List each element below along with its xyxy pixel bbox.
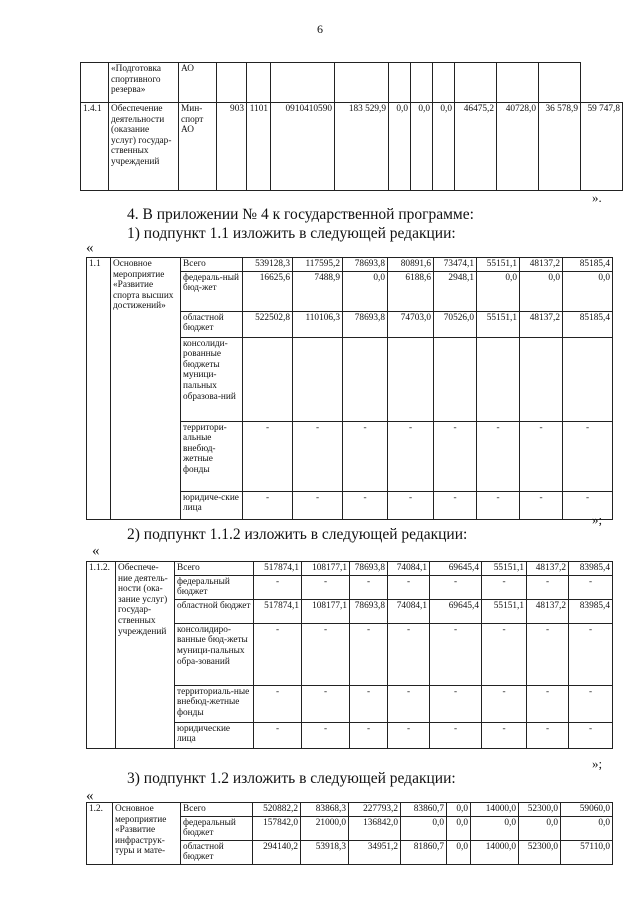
table-cell: - bbox=[388, 421, 434, 491]
table-cell bbox=[433, 63, 455, 103]
table-cell: - bbox=[482, 623, 527, 685]
table-cell: 0,0 bbox=[520, 271, 563, 311]
table-cell: Обеспече-ние деятель-ности (ока-зание услуг) государ-ственных учреждений bbox=[116, 562, 175, 749]
table-cell: 48137,2 bbox=[527, 599, 569, 623]
table-cell: - bbox=[293, 421, 343, 491]
table-cell: 903 bbox=[217, 103, 247, 191]
table-cell: 83860,7 bbox=[401, 803, 447, 817]
table-row bbox=[87, 803, 613, 817]
table-row bbox=[87, 258, 613, 272]
table-cell bbox=[389, 63, 411, 103]
table-cell: федеральный бюджет bbox=[181, 816, 253, 840]
table-cell: консолиди-рованные бюджеты муници-пальных образова-ний bbox=[181, 337, 243, 421]
table-cell: - bbox=[477, 421, 520, 491]
table-cell bbox=[247, 63, 271, 103]
table-cell: 1101 bbox=[247, 103, 271, 191]
table-cell bbox=[434, 337, 477, 421]
table-cell: - bbox=[434, 421, 477, 491]
table-cell bbox=[243, 337, 293, 421]
table-cell: 69645,4 bbox=[430, 599, 482, 623]
table-cell: 81860,7 bbox=[401, 840, 447, 864]
table-cell: - bbox=[388, 685, 430, 722]
table-cell bbox=[217, 63, 247, 103]
table-cell: 108177,1 bbox=[302, 599, 350, 623]
table-cell: 14000,0 bbox=[471, 840, 519, 864]
table-cell: 0,0 bbox=[471, 816, 519, 840]
table-cell: - bbox=[350, 575, 388, 599]
table-cell: 183 529,9 bbox=[335, 103, 389, 191]
table-cell bbox=[411, 63, 433, 103]
table-cell bbox=[271, 63, 335, 103]
table-cell: 73474,1 bbox=[434, 258, 477, 272]
table-cell: 0,0 bbox=[447, 803, 471, 817]
table-cell: - bbox=[243, 421, 293, 491]
table-cell bbox=[520, 337, 563, 421]
table-cell: 0,0 bbox=[563, 271, 613, 311]
table-cell bbox=[335, 63, 389, 103]
table-cell: 48137,2 bbox=[520, 311, 563, 337]
table-cell bbox=[477, 337, 520, 421]
table-cell: 21000,0 bbox=[301, 816, 349, 840]
table-cell: - bbox=[388, 722, 430, 748]
table-cell: 55151,1 bbox=[477, 311, 520, 337]
table-cell: - bbox=[350, 623, 388, 685]
table-cell: юридические лица bbox=[175, 722, 254, 748]
table-cell: - bbox=[302, 575, 350, 599]
table-cell: 539128,3 bbox=[243, 258, 293, 272]
table-cell: - bbox=[527, 722, 569, 748]
sub2-heading: 2) подпункт 1.1.2 изложить в следующей редакции: bbox=[127, 526, 468, 543]
table-cell: - bbox=[388, 491, 434, 519]
table-cell bbox=[81, 63, 109, 103]
table-cell: 14000,0 bbox=[471, 803, 519, 817]
table-cell: - bbox=[302, 722, 350, 748]
table-cell: 48137,2 bbox=[527, 562, 569, 576]
table-row bbox=[87, 562, 613, 576]
table-cell bbox=[455, 63, 497, 103]
table-cell: 53918,3 bbox=[301, 840, 349, 864]
table-cell: - bbox=[243, 491, 293, 519]
table-cell: 36 578,9 bbox=[539, 103, 581, 191]
opening-quote-2: « bbox=[92, 543, 100, 559]
closing-quote-2: »; bbox=[592, 756, 603, 771]
table-cell: - bbox=[527, 575, 569, 599]
table-cell bbox=[497, 63, 539, 103]
table-1-1 bbox=[86, 257, 613, 520]
table-cell: 57110,0 bbox=[561, 840, 613, 864]
table-cell: - bbox=[520, 421, 563, 491]
table-cell: - bbox=[569, 575, 613, 599]
table-cell: 52300,0 bbox=[519, 803, 561, 817]
table-cell: - bbox=[569, 623, 613, 685]
table-cell: 0,0 bbox=[433, 103, 455, 191]
table-cell: 78693,8 bbox=[343, 311, 388, 337]
table-cell: - bbox=[563, 491, 613, 519]
table-cell: 80891,6 bbox=[388, 258, 434, 272]
table-cell: областной бюджет bbox=[175, 599, 254, 623]
table-cell bbox=[563, 337, 613, 421]
table-cell: 83985,4 bbox=[569, 599, 613, 623]
table-cell: 59060,0 bbox=[561, 803, 613, 817]
table-cell: - bbox=[430, 575, 482, 599]
table-cell: 46475,2 bbox=[455, 103, 497, 191]
table-cell: - bbox=[254, 623, 302, 685]
table-cell: - bbox=[527, 623, 569, 685]
table-cell: 6188,6 bbox=[388, 271, 434, 311]
table-cell: - bbox=[343, 421, 388, 491]
table-cell: 78693,8 bbox=[350, 562, 388, 576]
closing-quote-top: ». bbox=[592, 190, 602, 205]
table-cell: - bbox=[430, 623, 482, 685]
table-cell: - bbox=[254, 575, 302, 599]
table-cell: 16625,6 bbox=[243, 271, 293, 311]
table-cell: - bbox=[434, 491, 477, 519]
table-cell: - bbox=[254, 722, 302, 748]
table-cell: 59 747,8 bbox=[581, 103, 623, 191]
table-cell: - bbox=[482, 575, 527, 599]
table-cell: 55151,1 bbox=[477, 258, 520, 272]
table-cell: - bbox=[343, 491, 388, 519]
table-cell: 48137,2 bbox=[520, 258, 563, 272]
section4-heading: 4. В приложении № 4 к государственной программе: bbox=[127, 206, 474, 223]
table-cell: 83868,3 bbox=[301, 803, 349, 817]
table-cell: 0,0 bbox=[447, 840, 471, 864]
table-cell: - bbox=[527, 685, 569, 722]
table-cell: - bbox=[569, 722, 613, 748]
table-cell: 78693,8 bbox=[343, 258, 388, 272]
table-cell: АО bbox=[179, 63, 217, 103]
table-cell: 1.4.1 bbox=[81, 103, 109, 191]
table-cell: 85185,4 bbox=[563, 258, 613, 272]
table-cell: - bbox=[430, 722, 482, 748]
table-cell: 55151,1 bbox=[482, 599, 527, 623]
table-cell bbox=[293, 337, 343, 421]
table-cell: 34951,2 bbox=[349, 840, 401, 864]
page-number: 6 bbox=[317, 22, 323, 36]
table-cell: 0,0 bbox=[343, 271, 388, 311]
table-cell: - bbox=[430, 685, 482, 722]
table-cell: - bbox=[388, 623, 430, 685]
table-cell: 520882,2 bbox=[253, 803, 301, 817]
table-cell: консолидиро-ванные бюд-жеты муници-пальных обра-зований bbox=[175, 623, 254, 685]
table-cell: 0,0 bbox=[477, 271, 520, 311]
table-cell: федераль-ный бюд-жет bbox=[181, 271, 243, 311]
table-cell: - bbox=[477, 491, 520, 519]
table-cell: - bbox=[563, 421, 613, 491]
table-cell: 0,0 bbox=[561, 816, 613, 840]
table-cell: 0,0 bbox=[447, 816, 471, 840]
table-cell: 85185,4 bbox=[563, 311, 613, 337]
table-cell: - bbox=[482, 722, 527, 748]
table-cell: Всего bbox=[181, 258, 243, 272]
table-cell: 74084,1 bbox=[388, 562, 430, 576]
table-cell: - bbox=[302, 623, 350, 685]
sub3-heading: 3) подпункт 1.2 изложить в следующей редакции: bbox=[127, 770, 456, 787]
table-cell: - bbox=[482, 685, 527, 722]
table-cell: 157842,0 bbox=[253, 816, 301, 840]
table-cell: - bbox=[254, 685, 302, 722]
table-cell: 78693,8 bbox=[350, 599, 388, 623]
table-top bbox=[80, 62, 623, 191]
table-cell: федеральный бюджет bbox=[175, 575, 254, 599]
table-cell bbox=[388, 337, 434, 421]
table-cell: 1.2. bbox=[87, 803, 113, 865]
table-cell: 294140,2 bbox=[253, 840, 301, 864]
table-cell: территориаль-ные внебюд-жетные фонды bbox=[175, 685, 254, 722]
table-1-2 bbox=[86, 802, 613, 865]
table-cell: 0,0 bbox=[389, 103, 411, 191]
table-cell bbox=[343, 337, 388, 421]
table-cell: 74703,0 bbox=[388, 311, 434, 337]
table-cell: «Подготовка спортивного резерва» bbox=[109, 63, 179, 103]
table-cell: Мин-спорт АО bbox=[179, 103, 217, 191]
table-cell: 1.1.2. bbox=[87, 562, 116, 749]
table-cell: 108177,1 bbox=[302, 562, 350, 576]
table-cell: 40728,0 bbox=[497, 103, 539, 191]
table-cell: Обеспечение деятельности (оказание услуг) государ-ственных учреждений bbox=[109, 103, 179, 191]
table-cell: 52300,0 bbox=[519, 840, 561, 864]
table-cell: Всего bbox=[181, 803, 253, 817]
table-cell: - bbox=[350, 685, 388, 722]
table-cell: 83985,4 bbox=[569, 562, 613, 576]
table-cell: 522502,8 bbox=[243, 311, 293, 337]
table-cell: 0,0 bbox=[519, 816, 561, 840]
table-cell: - bbox=[350, 722, 388, 748]
table-cell: территори-альные внебюд-жетные фонды bbox=[181, 421, 243, 491]
table-cell: Основное мероприятие «Развитие инфраструк-туры и мате- bbox=[113, 803, 181, 865]
sub1-heading: 1) подпункт 1.1 изложить в следующей редакции: bbox=[127, 225, 456, 242]
table-cell: 69645,4 bbox=[430, 562, 482, 576]
table-cell: областной бюджет bbox=[181, 840, 253, 864]
opening-quote-3: « bbox=[86, 788, 94, 804]
table-cell: 227793,2 bbox=[349, 803, 401, 817]
closing-quote-1: »; bbox=[592, 512, 603, 527]
table-cell: - bbox=[520, 491, 563, 519]
table-cell: 0910410590 bbox=[271, 103, 335, 191]
table-cell: 117595,2 bbox=[293, 258, 343, 272]
table-cell: юридиче-ские лица bbox=[181, 491, 243, 519]
table-cell: 110106,3 bbox=[293, 311, 343, 337]
table-cell: 1.1 bbox=[87, 258, 111, 520]
table-cell bbox=[539, 63, 581, 103]
table-cell: 70526,0 bbox=[434, 311, 477, 337]
table-cell: 2948,1 bbox=[434, 271, 477, 311]
table-row bbox=[81, 103, 623, 191]
table-cell: 55151,1 bbox=[482, 562, 527, 576]
table-cell: областной бюджет bbox=[181, 311, 243, 337]
opening-quote-1: « bbox=[86, 240, 94, 256]
table-cell: Основное мероприятие «Развитие спорта высших достижений» bbox=[111, 258, 181, 520]
table-1-1-2 bbox=[86, 561, 613, 749]
table-cell: 517874,1 bbox=[254, 562, 302, 576]
table-row bbox=[81, 63, 623, 103]
table-cell: Всего bbox=[175, 562, 254, 576]
table-cell: 0,0 bbox=[411, 103, 433, 191]
table-cell: 7488,9 bbox=[293, 271, 343, 311]
table-cell: 136842,0 bbox=[349, 816, 401, 840]
table-cell: 0,0 bbox=[401, 816, 447, 840]
table-cell: - bbox=[293, 491, 343, 519]
table-cell: - bbox=[302, 685, 350, 722]
table-cell: 74084,1 bbox=[388, 599, 430, 623]
table-cell: - bbox=[388, 575, 430, 599]
table-cell: 517874,1 bbox=[254, 599, 302, 623]
table-cell: - bbox=[569, 685, 613, 722]
